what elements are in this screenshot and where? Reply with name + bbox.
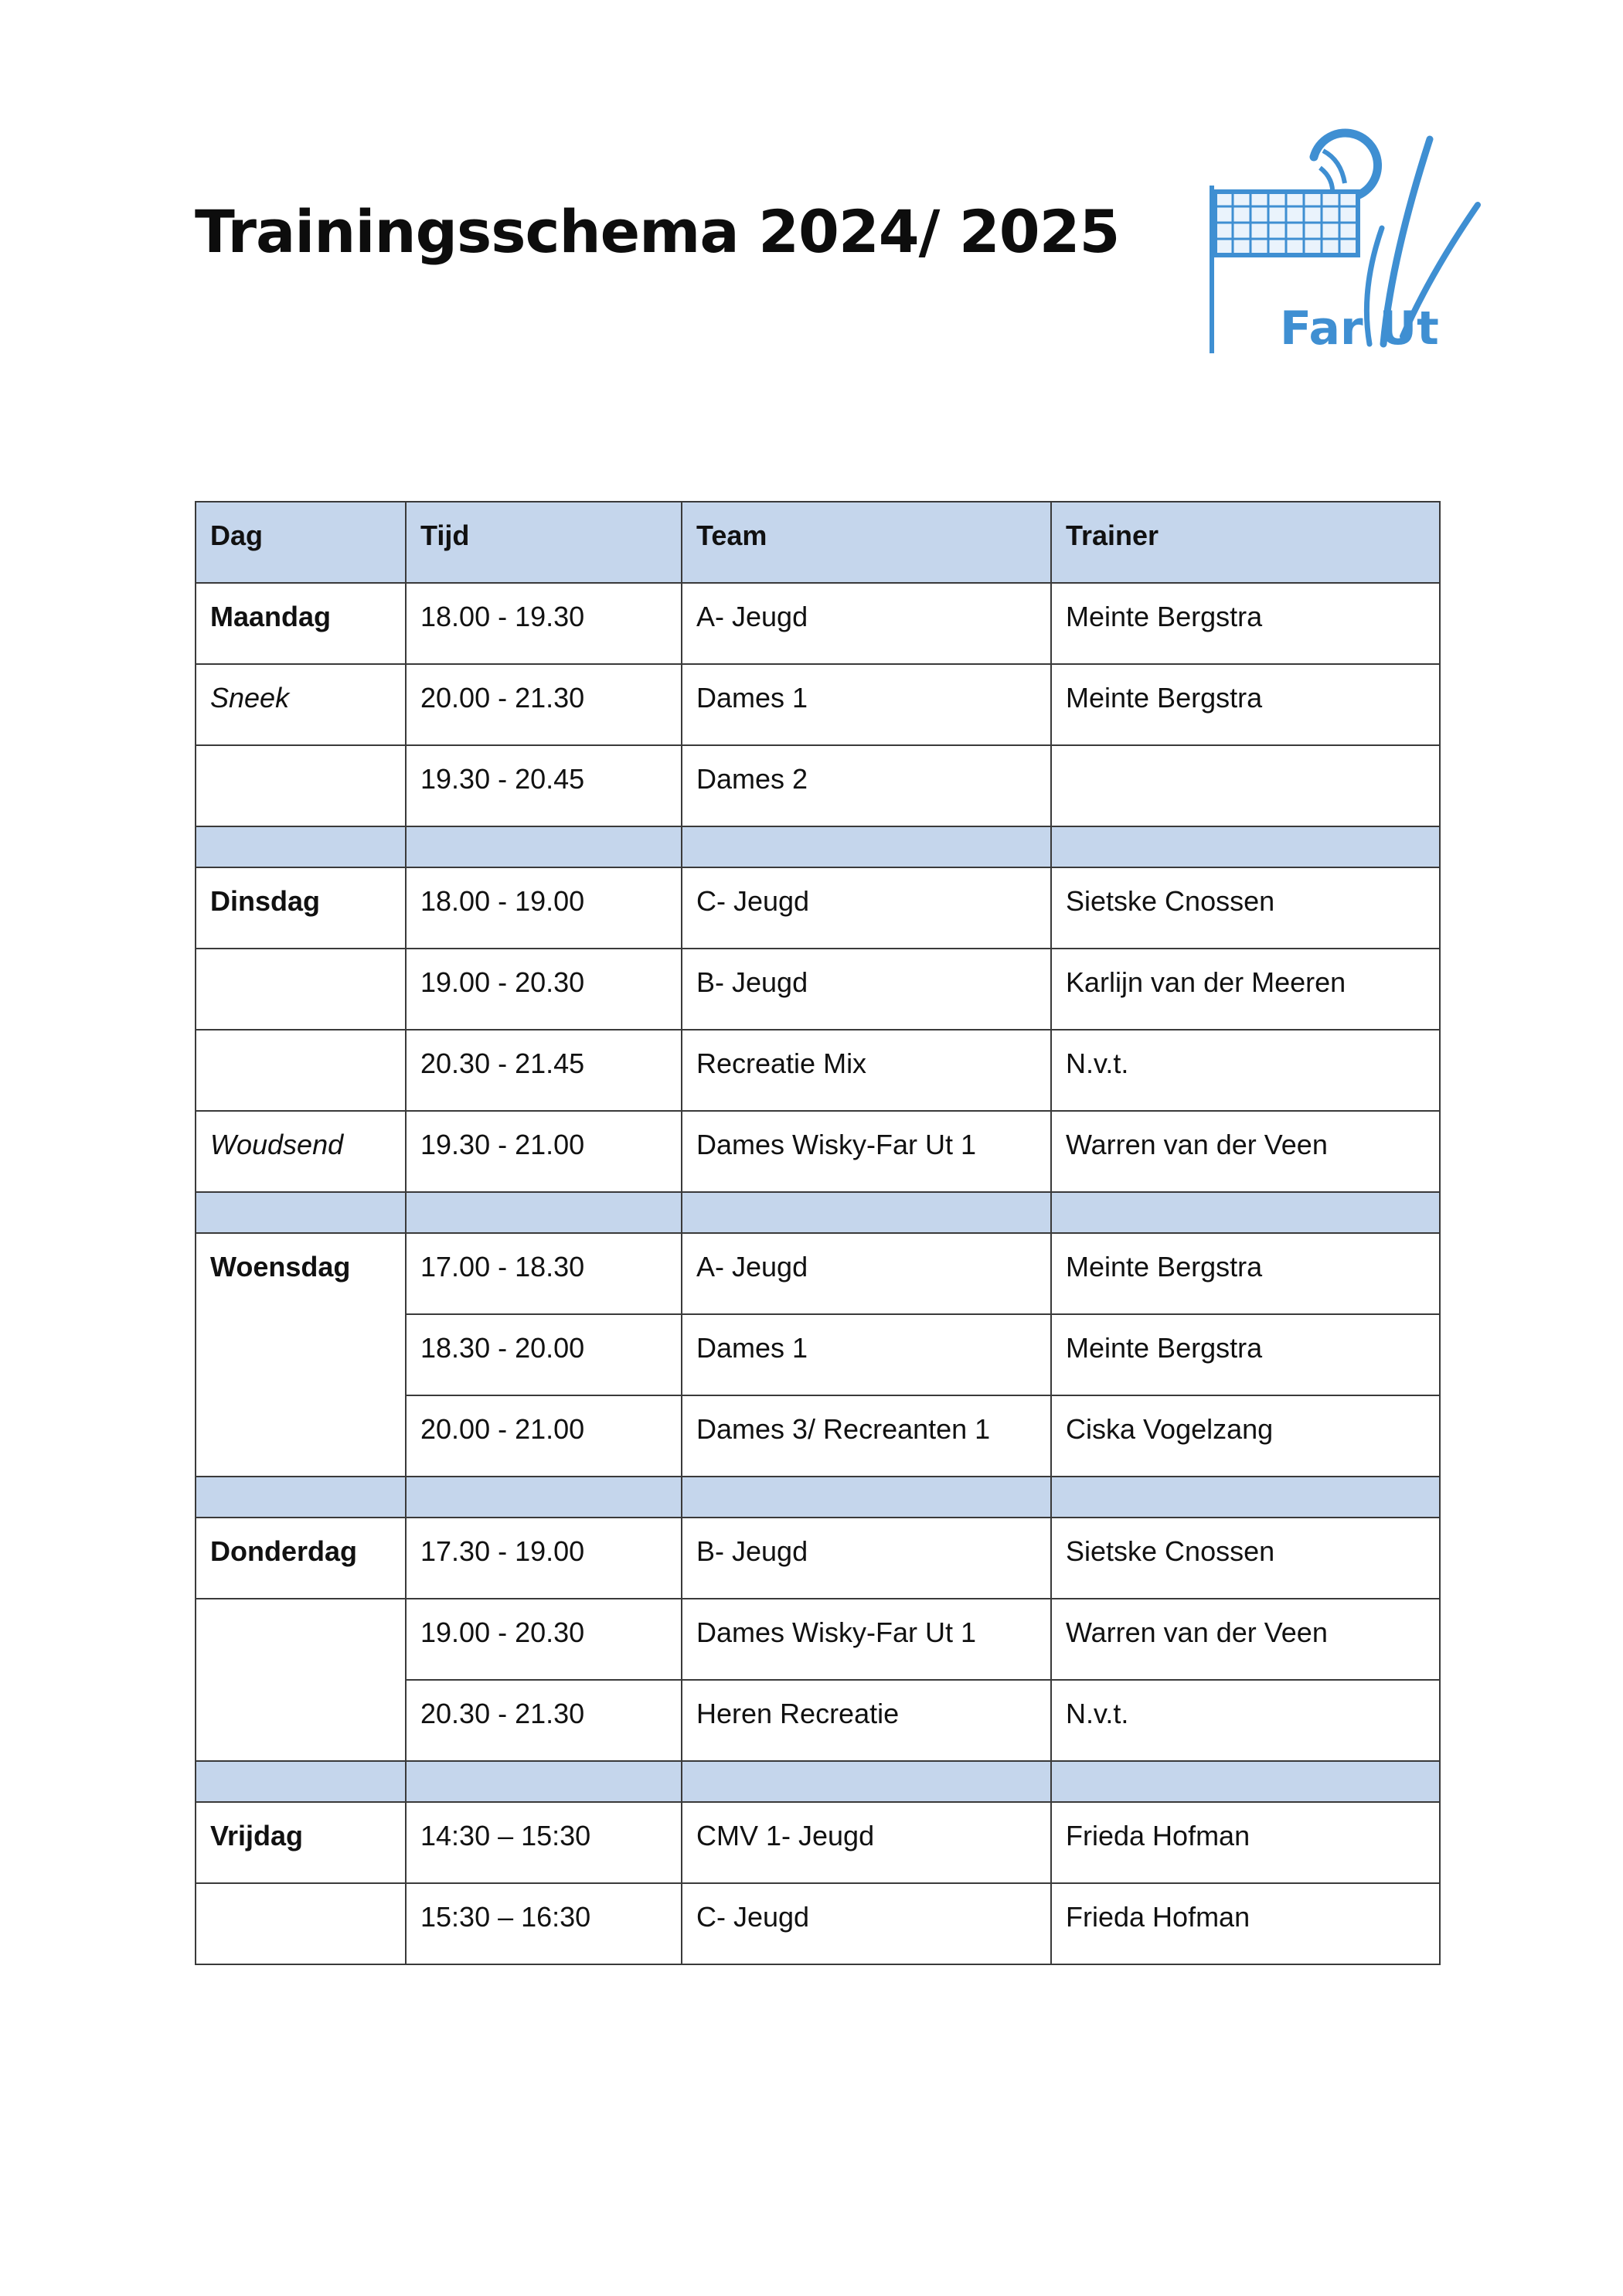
trainer-cell: Meinte Bergstra: [1051, 1233, 1440, 1314]
table-row: [196, 1518, 1440, 1599]
team-cell: A- Jeugd: [682, 1233, 1051, 1314]
separator-row: [196, 1477, 1440, 1518]
time-cell: 14:30 – 15:30: [406, 1802, 682, 1883]
time-cell: 19.30 - 20.45: [406, 745, 682, 826]
separator-row: [196, 826, 1440, 867]
trainer-cell: Frieda Hofman: [1051, 1883, 1440, 1964]
header-trainer: Trainer: [1051, 502, 1440, 583]
day-cell: [196, 1883, 406, 1964]
team-cell: A- Jeugd: [682, 583, 1051, 664]
time-cell: 18.00 - 19.00: [406, 867, 682, 949]
trainer-cell: Karlijn van der Meeren: [1051, 949, 1440, 1030]
day-cell: [196, 1030, 406, 1111]
trainer-cell: Meinte Bergstra: [1051, 583, 1440, 664]
team-cell: Dames 3/ Recreanten 1: [682, 1395, 1051, 1477]
table-row: [196, 664, 1440, 745]
table-row: [196, 583, 1440, 664]
time-cell: 17.00 - 18.30: [406, 1233, 682, 1314]
time-cell: 19.00 - 20.30: [406, 1599, 682, 1680]
time-cell: 17.30 - 19.00: [406, 1518, 682, 1599]
trainer-cell: Meinte Bergstra: [1051, 1314, 1440, 1395]
day-cell: Woensdag: [196, 1233, 406, 1477]
trainer-cell: Sietske Cnossen: [1051, 1518, 1440, 1599]
time-cell: 20.30 - 21.30: [406, 1680, 682, 1761]
trainer-cell: Warren van der Veen: [1051, 1599, 1440, 1680]
table-header-row: [196, 502, 1440, 583]
team-cell: Dames 1: [682, 664, 1051, 745]
time-cell: 20.00 - 21.30: [406, 664, 682, 745]
team-cell: Heren Recreatie: [682, 1680, 1051, 1761]
location-cell: Sneek: [196, 664, 406, 745]
table-row: [196, 949, 1440, 1030]
trainer-cell: N.v.t.: [1051, 1680, 1440, 1761]
time-cell: 19.00 - 20.30: [406, 949, 682, 1030]
day-cell: [196, 1599, 406, 1761]
day-cell: Donderdag: [196, 1518, 406, 1599]
team-cell: Dames Wisky-Far Ut 1: [682, 1111, 1051, 1192]
header-dag: Dag: [196, 502, 406, 583]
day-cell: Dinsdag: [196, 867, 406, 949]
team-cell: C- Jeugd: [682, 1883, 1051, 1964]
header-team: Team: [682, 502, 1051, 583]
table-row: [196, 1030, 1440, 1111]
day-cell: Vrijdag: [196, 1802, 406, 1883]
trainer-cell: Meinte Bergstra: [1051, 664, 1440, 745]
team-cell: Recreatie Mix: [682, 1030, 1051, 1111]
time-cell: 20.30 - 21.45: [406, 1030, 682, 1111]
time-cell: 18.30 - 20.00: [406, 1314, 682, 1395]
table-row: [196, 867, 1440, 949]
time-cell: 20.00 - 21.00: [406, 1395, 682, 1477]
logo-text: Far Ut: [1280, 301, 1439, 356]
table-row: [196, 1599, 1440, 1680]
time-cell: 18.00 - 19.30: [406, 583, 682, 664]
team-cell: Dames Wisky-Far Ut 1: [682, 1599, 1051, 1680]
header-tijd: Tijd: [406, 502, 682, 583]
volleyball-icon: [1314, 133, 1378, 198]
team-cell: Dames 2: [682, 745, 1051, 826]
trainer-cell: Ciska Vogelzang: [1051, 1395, 1440, 1477]
table-row: [196, 1233, 1440, 1314]
team-cell: B- Jeugd: [682, 949, 1051, 1030]
club-logo: [1198, 112, 1492, 367]
table-row: [196, 1883, 1440, 1964]
team-cell: C- Jeugd: [682, 867, 1051, 949]
page-title: Trainingsschema 2024/ 2025: [195, 197, 1120, 266]
table-row: [196, 745, 1440, 826]
trainer-cell: N.v.t.: [1051, 1030, 1440, 1111]
location-cell: Woudsend: [196, 1111, 406, 1192]
day-cell: [196, 949, 406, 1030]
team-cell: Dames 1: [682, 1314, 1051, 1395]
trainer-cell: Warren van der Veen: [1051, 1111, 1440, 1192]
time-cell: 15:30 – 16:30: [406, 1883, 682, 1964]
table-row: [196, 1802, 1440, 1883]
table-row: [196, 1111, 1440, 1192]
trainer-cell: [1051, 745, 1440, 826]
separator-row: [196, 1761, 1440, 1802]
day-cell: [196, 745, 406, 826]
separator-row: [196, 1192, 1440, 1233]
trainer-cell: Sietske Cnossen: [1051, 867, 1440, 949]
time-cell: 19.30 - 21.00: [406, 1111, 682, 1192]
trainer-cell: Frieda Hofman: [1051, 1802, 1440, 1883]
team-cell: B- Jeugd: [682, 1518, 1051, 1599]
day-cell: Maandag: [196, 583, 406, 664]
schedule-table: [195, 501, 1441, 1965]
team-cell: CMV 1- Jeugd: [682, 1802, 1051, 1883]
